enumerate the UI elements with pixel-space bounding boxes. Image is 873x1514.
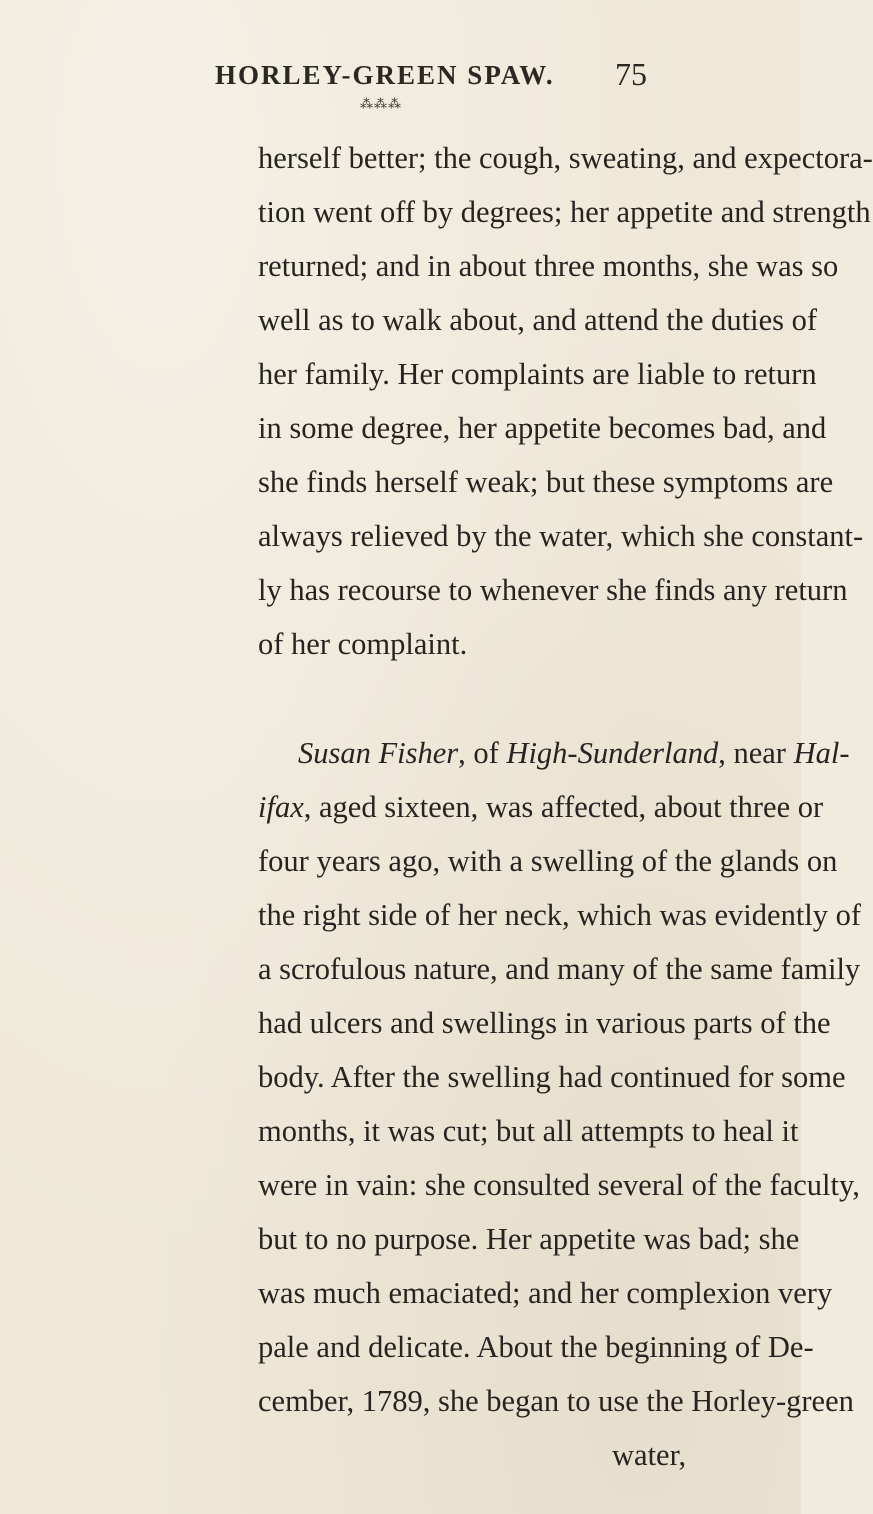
- town-name-part2: ifax: [258, 790, 304, 824]
- running-head-title: HORLEY-GREEN SPAW.: [215, 60, 555, 90]
- text-line: but to no purpose. Her appetite was bad; she: [258, 1222, 800, 1256]
- text-fragment: ,: [303, 790, 312, 824]
- place-name: High-Sunderland: [506, 736, 719, 770]
- text-line: body. After the swelling had continued for some: [258, 1060, 846, 1094]
- text-line: cember, 1789, she began to use the Horley-green: [258, 1384, 854, 1418]
- text-line: tion went off by degrees; her appetite and strength: [258, 195, 871, 229]
- paragraph-opening-line: [298, 733, 850, 773]
- header-ornament: ⁂⁂⁂: [360, 96, 402, 111]
- text-line: her family. Her complaints are liable to return: [258, 357, 817, 391]
- text-line: four years ago, with a swelling of the glands on: [258, 844, 838, 878]
- person-name: Susan Fisher: [298, 736, 459, 770]
- text-fragment: , near: [718, 736, 794, 770]
- text-line: ly has recourse to whenever she finds any return: [258, 573, 848, 607]
- text-line: had ulcers and swellings in various parts of the: [258, 1006, 831, 1040]
- text-line: returned; and in about three months, she was so: [258, 249, 839, 283]
- text-line: were in vain: she consulted several of the faculty,: [258, 1168, 860, 1202]
- text-fragment: aged sixteen, was affected, about three or: [319, 790, 824, 824]
- text-line: well as to walk about, and attend the duties of: [258, 303, 818, 337]
- text-line: months, it was cut; but all attempts to heal it: [258, 1114, 799, 1148]
- text-fragment: , of: [458, 736, 507, 770]
- text-line: herself better; the cough, sweating, and expectora-: [258, 141, 873, 175]
- text-line: always relieved by the water, which she constant-: [258, 519, 864, 553]
- text-line: she finds herself weak; but these symptoms are: [258, 465, 834, 499]
- text-line: in some degree, her appetite becomes bad, and: [258, 411, 827, 445]
- text-line: was much emaciated; and her complexion very: [258, 1276, 833, 1310]
- text-line: a scrofulous nature, and many of the same family: [258, 952, 861, 986]
- text-line: the right side of her neck, which was evidently of: [258, 898, 862, 932]
- text-line: pale and delicate. About the beginning of De-: [258, 1330, 814, 1364]
- text-line: of her complaint.: [258, 627, 468, 661]
- catchword: water,: [612, 1438, 687, 1472]
- page-number: 75: [615, 56, 647, 92]
- text-line: [258, 787, 823, 827]
- town-name-part1: Hal-: [793, 736, 850, 770]
